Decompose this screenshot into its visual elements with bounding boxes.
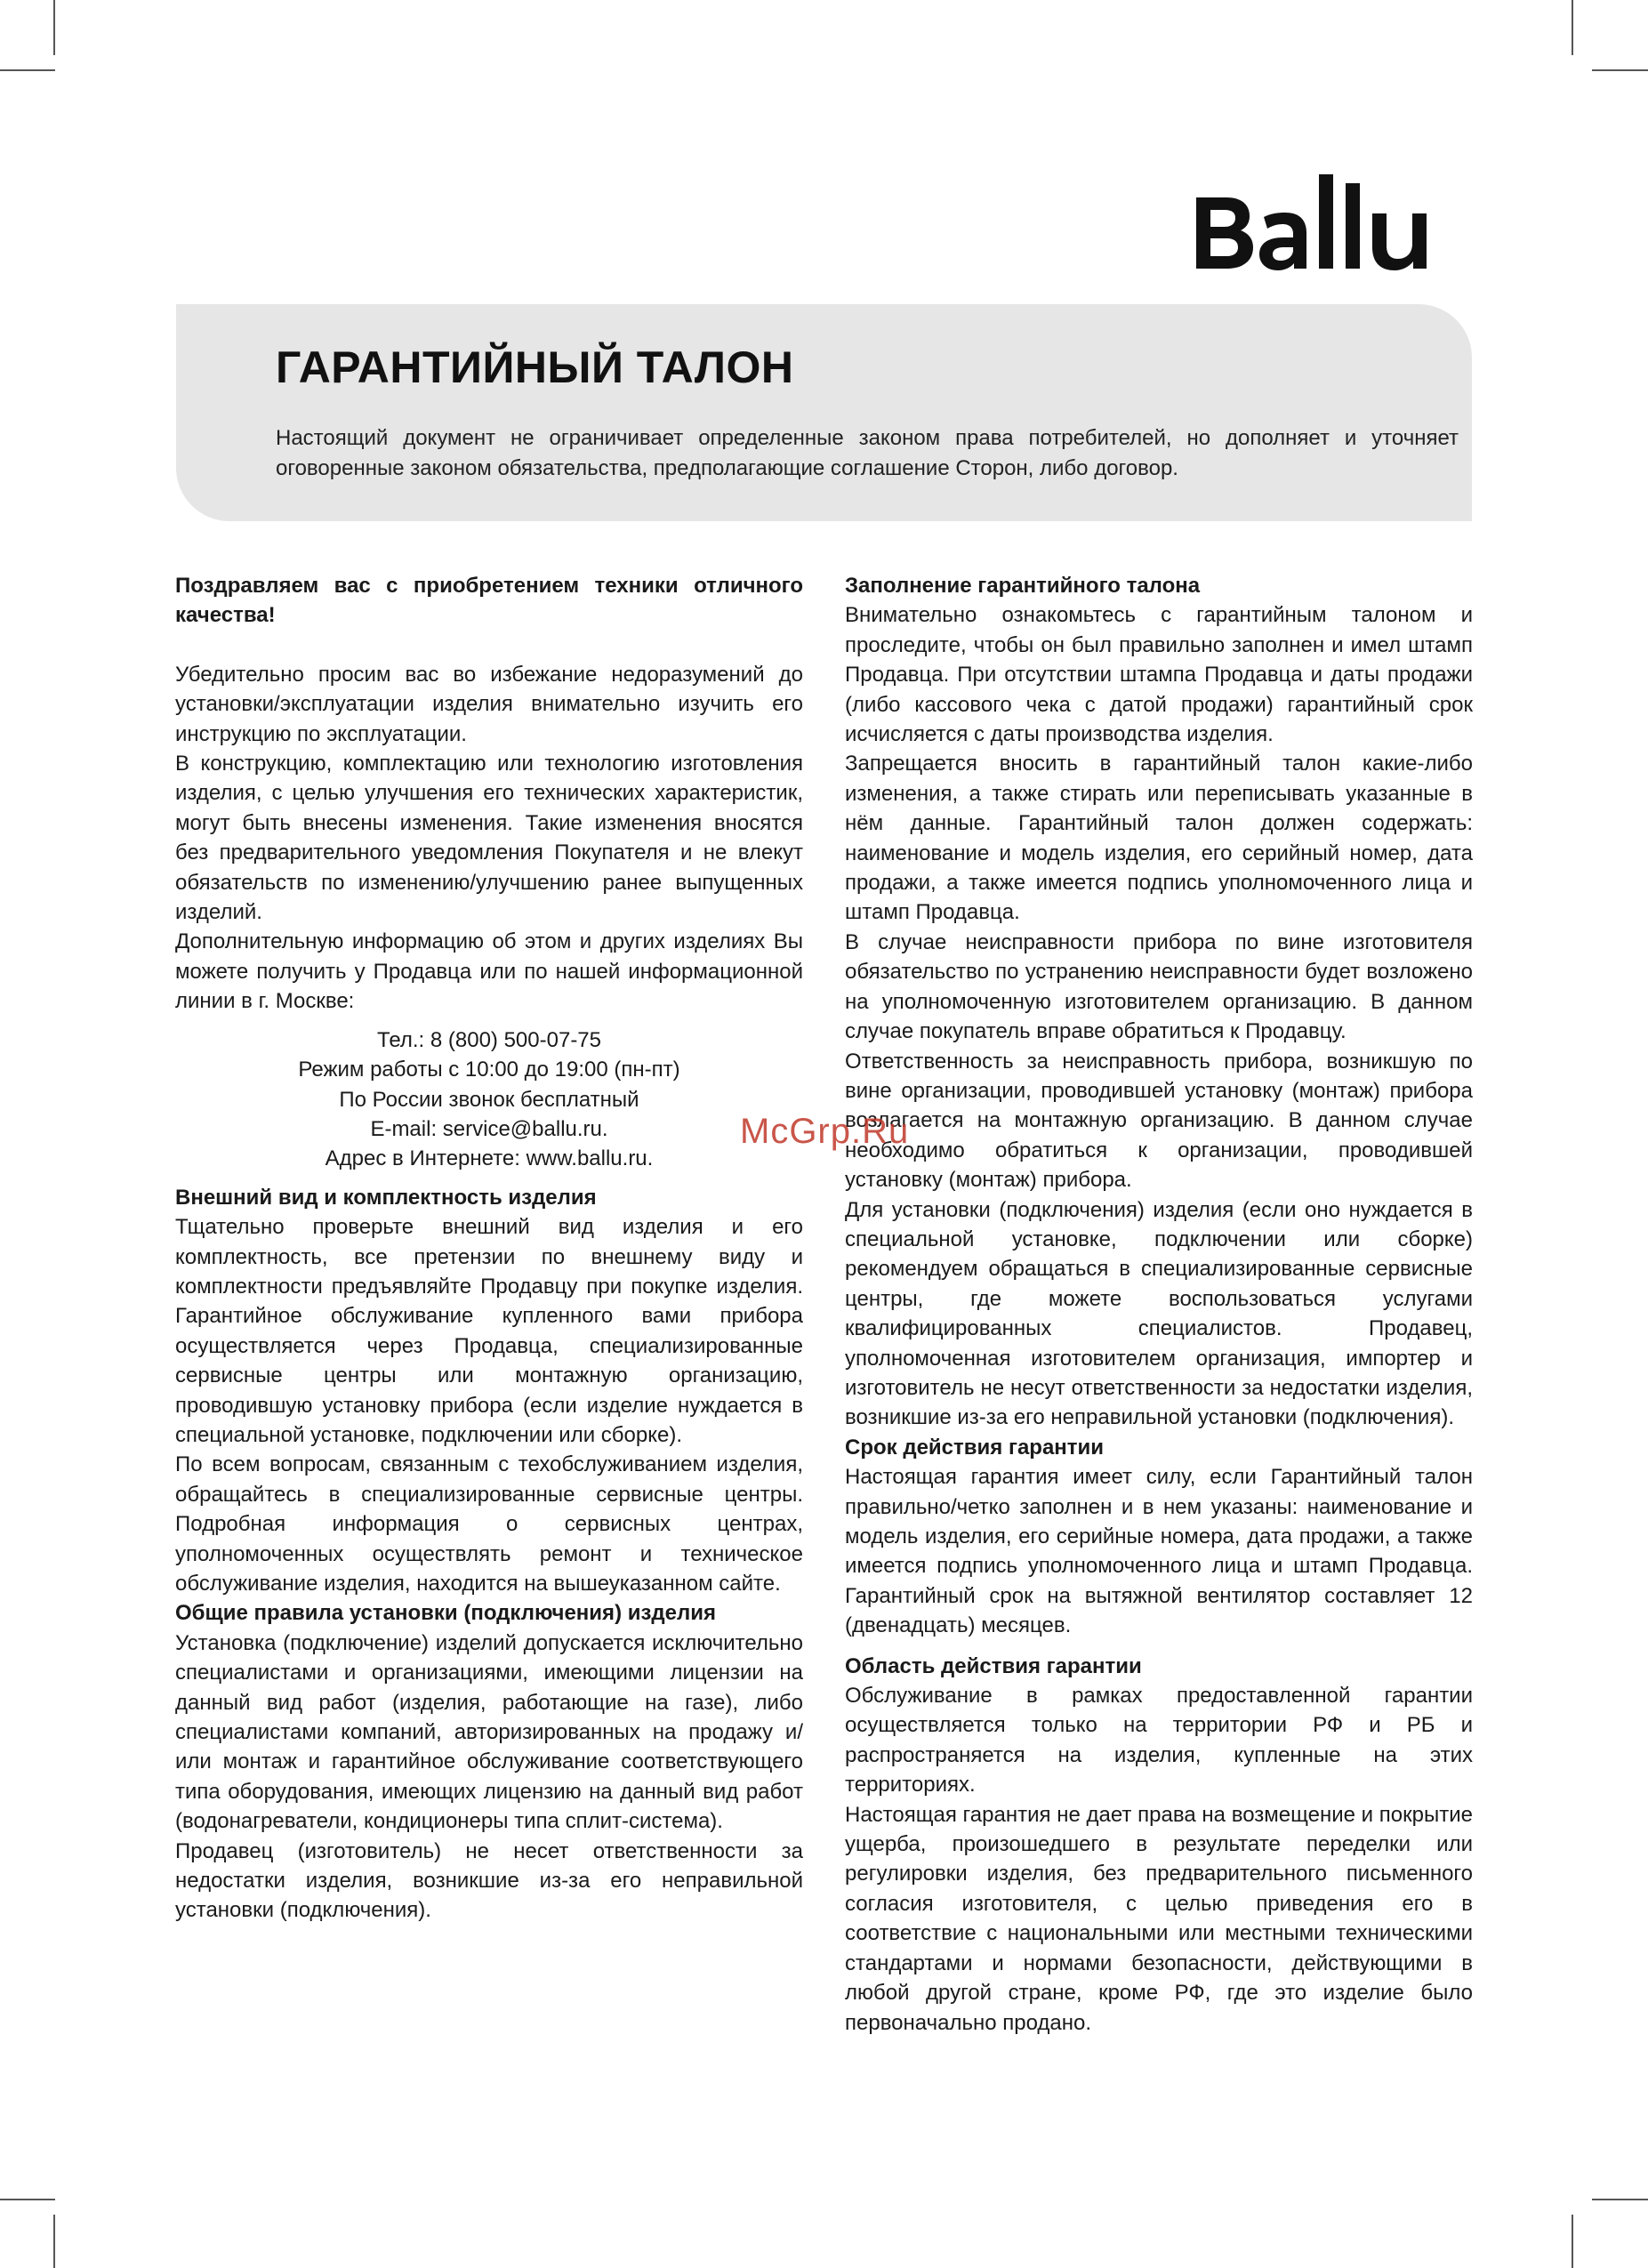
hours-text: Режим работы с 10:00 до 19:00 (пн-пт): [298, 1058, 680, 1082]
paragraph: Настоящая гарантия имеет силу, если Гарантийный талон правильно/четко заполнен и в нем указаны: наименование и модель изделия, его серийные номера, дата продажи, а также имеется подпись уполномоченного лица и штамп Продавца. Гарантийный срок на вытяжной вентилятор составляет 12 (двенадцать) месяцев.: [845, 1465, 1473, 1638]
ballu-logo: [1196, 174, 1450, 272]
crop-mark: [0, 2199, 55, 2200]
section-heading: Внешний вид и комплектность изделия: [175, 1185, 597, 1210]
paragraph: Для установки (подключения) изделия (если оно нуждается в специальной установке, подключении или сборке) рекомендуем обращаться в специализированные сервисные центры, где можете воспользоваться услугами квалифицированных специалистов. Продавец, уполномоченная изготовителем организация, импортер и изготовитель не несут ответственности за недостатки изделия, возникшие из-за его неправильной установки (подключения).: [845, 1197, 1473, 1430]
paragraph: Запрещается вносить в гарантийный талон какие-либо изменения, а также стирать или переписывать указанные в нём данные. Гарантийный талон должен содержать: наименование и модель изделия, его серийный номер, дата продажи, а также имеется подпись уполномоченного лица и штамп Продавца.: [845, 752, 1473, 925]
paragraph: Внимательно ознакомьтесь с гарантийным талоном и проследите, чтобы он был правильно заполнен и имел штамп Продавца. При отсутствии штампа Продавца и даты продажи (либо кассового чека с датой продажи) гарантийный срок исчисляется с даты производства изделия.: [845, 603, 1473, 747]
title-banner: [176, 304, 1472, 521]
contact-block: [175, 1025, 803, 1174]
right-column: [845, 571, 1473, 2038]
crop-mark: [1592, 69, 1648, 71]
crop-mark: [53, 0, 55, 55]
paragraph: По всем вопросам, связанным с техобслуживанием изделия, обращайтесь в специализированные сервисные центры. Подробная информация о сервисных центрах, уполномоченных осуществлять ремонт и техническое обслуживание изделия, находится на вышеуказанном сайте.: [175, 1452, 803, 1596]
crop-mark: [53, 2215, 55, 2268]
watermark: McGrp.Ru: [740, 1112, 910, 1151]
phone-text: Тел.: 8 (800) 500-07-75: [377, 1027, 601, 1052]
paragraph: В конструкцию, комплектацию или технологию изготовления изделия, с целью улучшения его технических характеристик, могут быть внесены изменения. Такие изменения вносятся без предварительного уведомления Покупателя и не влекут обязательств по изменению/улучшению ранее выпущенных изделий.: [175, 752, 803, 925]
paragraph: Убедительно просим вас во избежание недоразумений до установки/эксплуатации изделия внимательно изучить его инструкцию по эксплуатации.: [175, 662, 803, 746]
crop-mark: [0, 69, 55, 71]
paragraph: Дополнительную информацию об этом и других изделиях Вы можете получить у Продавца или по нашей информационной линии в г. Москве:: [175, 929, 803, 1014]
intro-text: Настоящий документ не ограничивает определенные законом права потребителей, но дополняет и уточняет оговоренные законом обязательства, предполагающие соглашение Сторон, либо договор.: [276, 426, 1459, 480]
crop-mark: [1592, 2199, 1648, 2200]
paragraph: Продавец (изготовитель) не несет ответственности за недостатки изделия, возникшие из-за его неправильной установки (подключения).: [175, 1838, 803, 1923]
paragraph: Тщательно проверьте внешний вид изделия и его комплектность, все претензии по внешнему виду и комплектности предъявляйте Продавцу при покупке изделия. Гарантийное обслуживание купленного вами прибора осуществляется через Продавца, специализированные сервисные центры или монтажную организацию, проводившую установку прибора (если изделие нуждается в специальной установке, подключении или сборке).: [175, 1215, 803, 1447]
paragraph: Настоящая гарантия не дает права на возмещение и покрытие ущерба, произошедшего в результате переделки или регулировки изделия, без предварительного письменного согласия изготовителя, с целью приведения его в соответствие с национальными или местными техническими стандартами и нормами безопасности, действующими в любой другой стране, кроме РФ, где это изделие было первоначально продано.: [845, 1802, 1473, 2035]
left-column: [175, 571, 803, 1926]
section-heading: Заполнение гарантийного талона: [845, 574, 1201, 598]
crop-mark: [1572, 0, 1573, 55]
email-text: E-mail: service@ballu.ru.: [370, 1116, 608, 1141]
section-heading: Срок действия гарантии: [845, 1435, 1105, 1460]
section-heading: Общие правила установки (подключения) изделия: [175, 1601, 716, 1626]
paragraph: Установка (подключение) изделий допускается исключительно специалистами и организациями, имеющими лицензии на данный вид работ (изделия, работающие на газе), либо специалистами компаний, авторизированных на продажу и/или монтаж и гарантийное обслуживание соответствующего типа оборудования, имеющих лицензию на данный вид работ (водонагреватели, кондиционеры типа сплит-система).: [175, 1630, 803, 1834]
paragraph: Обслуживание в рамках предоставленной гарантии осуществляется только на территории РФ и РБ и распространяется на изделия, купленные на этих территориях.: [845, 1684, 1473, 1798]
free-call-text: По России звонок бесплатный: [339, 1087, 639, 1112]
page-title: ГАРАНТИЙНЫЙ ТАЛОН: [276, 342, 794, 392]
section-heading: Область действия гарантии: [845, 1653, 1142, 1678]
paragraph: Ответственность за неисправность прибора, возникшую по вине организации, проводившей установку (монтаж) прибора возлагается на монтажную организацию. В данном случае необходимо обратиться к организации, проводившей установку (монтаж) прибора.: [845, 1049, 1473, 1193]
greeting-heading: Поздравляем вас с приобретением техники отличного качества!: [175, 574, 803, 628]
website-text: Адрес в Интернете: www.ballu.ru.: [325, 1146, 654, 1171]
crop-mark: [1572, 2215, 1573, 2268]
paragraph: В случае неисправности прибора по вине изготовителя обязательство по устранению неисправности будет возложено на уполномоченную изготовителем организацию. В данном случае покупатель вправе обратиться к Продавцу.: [845, 929, 1473, 1044]
